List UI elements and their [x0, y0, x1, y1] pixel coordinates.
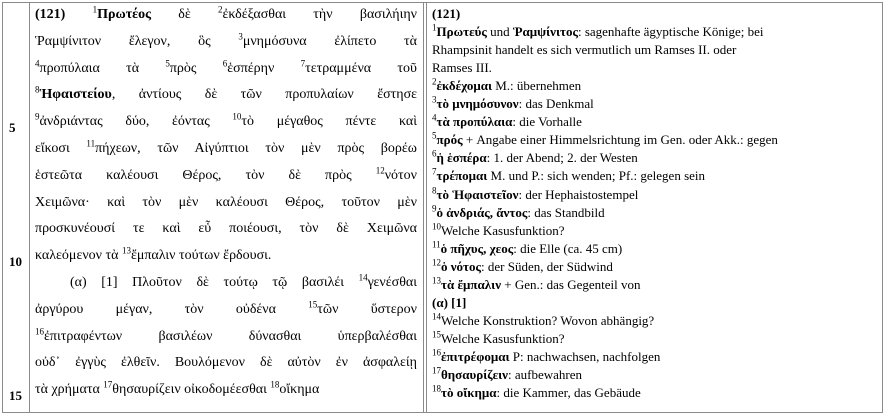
text-run: : sagenhafte ägyptische Könige; bei	[577, 24, 764, 39]
text-run: οἴκημα	[279, 382, 320, 397]
footnote-marker: 2	[218, 4, 223, 15]
footnote-marker: 16	[35, 326, 44, 337]
footnote-marker: 18	[432, 383, 441, 394]
bold-term: Ἡφαιστείου	[39, 87, 112, 102]
footnote-marker: 8	[432, 185, 437, 196]
vocabulary-note-line	[432, 366, 878, 383]
vocabulary-note-line	[432, 167, 878, 184]
bold-term: Ῥαμψίνιτος	[512, 24, 578, 39]
text-run: τὰ χρήματα	[35, 382, 104, 397]
line-number-5: 5	[9, 120, 16, 135]
footnote-marker: 9	[35, 111, 40, 122]
vocabulary-note-line	[432, 41, 878, 58]
text-run: P: nachwachsen, nachfolgen	[509, 349, 661, 364]
text-run: δὲ	[151, 7, 219, 22]
greek-text-column	[30, 3, 424, 413]
text-run: M.: übernehmen	[492, 78, 582, 93]
text-run: + Gen.: das Gegenteil von	[501, 277, 641, 292]
greek-text-line	[70, 272, 417, 291]
text-run: und	[486, 24, 513, 39]
footnote-marker: 1	[92, 4, 98, 15]
footnote-marker: 3	[238, 31, 243, 42]
footnote-marker: 5	[432, 130, 437, 141]
text-run: καλεόμενον τὰ	[35, 248, 122, 263]
greek-text-line	[35, 165, 417, 184]
bold-term: πρός	[436, 132, 463, 147]
vocabulary-note-line	[432, 240, 878, 257]
footnote-marker: 12	[432, 257, 441, 268]
bold-term: τὸ οἴκημα	[441, 385, 497, 400]
bold-term: τὰ προπύλαια	[436, 114, 513, 129]
footnote-marker: 14	[358, 272, 368, 283]
greek-text-line	[35, 195, 417, 211]
text-run: μνημόσυνα ἐλίπετο τὰ	[242, 34, 417, 49]
text-run: ἔμπαλιν τούτων ἔρδουσι.	[130, 248, 272, 263]
text-run: ἐκδέξασθαι τὴν βασιλήιην	[222, 7, 417, 22]
footnote-marker: 11	[432, 239, 441, 250]
line-number-15: 15	[9, 388, 22, 403]
vocabulary-note-line	[432, 95, 878, 112]
footnote-marker: 10	[432, 221, 441, 232]
greek-text-line	[35, 31, 417, 50]
vocabulary-note-line	[432, 312, 878, 329]
vocabulary-note-line	[432, 149, 878, 166]
vocabulary-note-line	[432, 294, 878, 311]
greek-text-line	[35, 4, 417, 23]
footnote-marker: 16	[432, 347, 441, 358]
text-run: Ramses III.	[432, 60, 492, 75]
text-run: : der Hephaistostempel	[518, 187, 639, 202]
text-run: ἀργύρου μέγαν, τὸν οὐδένα	[35, 302, 309, 317]
vocabulary-note-line	[432, 204, 878, 221]
line-number-column	[3, 3, 30, 413]
footnote-marker: 4	[35, 58, 40, 69]
text-run: : das Denkmal	[518, 96, 594, 111]
vocabulary-note-line	[432, 186, 878, 203]
text-run: πρὸς	[169, 61, 223, 76]
text-run: Ῥαμψίνιτον ἔλεγον, ὃς	[35, 34, 239, 49]
vocabulary-notes-column	[427, 3, 883, 413]
text-run: προπύλαια τὰ	[39, 61, 166, 76]
footnote-marker: 10	[232, 111, 242, 122]
text-run: : die Elle (ca. 45 cm)	[513, 241, 623, 256]
footnote-marker: 15	[308, 299, 318, 310]
bold-term: θησαυρίζειν	[441, 367, 508, 382]
text-run: (α) [1] Πλοῦτον δὲ τούτῳ τῷ βασιλέι	[70, 275, 359, 290]
footnote-marker: 2	[432, 76, 437, 87]
text-run: ἀνδριάντας δύο, ἐόντας	[39, 114, 233, 129]
footnote-marker: 3	[432, 94, 437, 105]
footnote-marker: 17	[432, 365, 441, 376]
vocabulary-note-line	[432, 348, 878, 365]
text-run: εἴκοσι	[35, 141, 87, 156]
text-run: οὐδ᾽ ἐγγὺς ἐλθεῖν. Βουλόμενον δὲ αὐτὸν ἐν ἀσφαλείῃ	[35, 355, 417, 370]
vocabulary-note-line	[432, 222, 878, 239]
bold-term: τὸ Ἡφαιστεῖον	[436, 187, 519, 202]
footnote-marker: 7	[432, 166, 437, 177]
greek-text-line	[35, 379, 417, 398]
footnote-marker: 6	[432, 148, 437, 159]
vocabulary-note-line	[432, 77, 878, 94]
greek-text-line	[35, 221, 417, 237]
footnote-marker: 5	[165, 58, 170, 69]
footnote-marker: 11	[86, 138, 96, 149]
text-commentary-table	[2, 2, 883, 413]
greek-text-line	[35, 111, 417, 130]
text-run: : aufbewahren	[508, 367, 582, 382]
vocabulary-note-line	[432, 384, 878, 401]
text-run: πήχεων, τῶν Αἰγύπτιοι τὸν μὲν πρὸς βορέω	[95, 141, 417, 156]
text-run: τὸ μέγαθος πέντε καὶ	[241, 114, 417, 129]
bold-term: ὁ νότος	[441, 259, 482, 274]
footnote-marker: 15	[432, 329, 441, 340]
greek-text-line	[35, 326, 417, 345]
footnote-marker: 7	[300, 58, 306, 69]
greek-text-line	[35, 299, 417, 318]
greek-text-line	[35, 245, 417, 264]
text-run: : die Vorhalle	[512, 114, 582, 129]
vocabulary-note-line	[432, 330, 878, 347]
line-number-10: 10	[9, 254, 22, 269]
bold-term: ἐκδέχομαι	[436, 78, 492, 93]
text-run: ἐπιτραφέντων βασιλέων δύνασθαι ὑπερβαλέσθαι	[44, 329, 417, 344]
text-run: : das Standbild	[527, 205, 605, 220]
bold-term: ἡ ἑσπέρα	[436, 150, 487, 165]
text-run: : die Kammer, das Gebäude	[496, 385, 641, 400]
footnote-marker: 18	[270, 379, 280, 390]
text-run: τετραμμένα τοῦ	[305, 61, 417, 76]
text-run: + Angabe einer Himmelsrichtung im Gen. oder Akk.: gegen	[462, 132, 778, 147]
vocabulary-note-line	[432, 113, 878, 130]
footnote-marker: 4	[432, 112, 437, 123]
vocabulary-note-line	[432, 276, 878, 293]
bold-term: Πρωτέος	[97, 7, 152, 22]
footnote-marker: 9	[432, 203, 437, 214]
bold-term: ὁ πῆχυς, χεος	[440, 241, 514, 256]
footnote-marker: 8	[35, 84, 40, 95]
greek-text-line	[35, 84, 417, 103]
vocabulary-note-line	[432, 258, 878, 275]
text-run: Welche Konstruktion? Wovon abhängig?	[441, 313, 655, 328]
bold-term: (121)	[432, 6, 461, 21]
text-run: : 1. der Abend; 2. der Westen	[486, 150, 638, 165]
vocabulary-note-line	[432, 59, 878, 76]
text-run: Welche Kasusfunktion?	[441, 331, 565, 346]
greek-text-line	[35, 355, 417, 371]
text-run: : der Süden, der Südwind	[481, 259, 613, 274]
text-run: προσκυνέουσί τε καὶ εὖ ποιέουσι, τὸν δὲ Χειμῶνα	[35, 221, 417, 236]
text-run: θησαυρίζειν οἰκοδομέεσθαι	[112, 382, 271, 397]
greek-text-line	[35, 138, 417, 157]
footnote-marker: 6	[222, 58, 228, 69]
text-run: γενέσθαι	[367, 275, 417, 290]
vocabulary-note-line	[432, 131, 878, 148]
text-run: Χειμῶνα· καὶ τὸν μὲν καλέουσι Θέρος, τοῦτον μὲν	[35, 195, 417, 210]
text-run: M. und P.: sich wenden; Pf.: gelegen sein	[487, 168, 706, 183]
footnote-marker: 13	[121, 245, 131, 256]
greek-text-line	[35, 58, 417, 77]
footnote-marker: 13	[432, 275, 441, 286]
bold-term: τὸ μνημόσυνον	[436, 96, 519, 111]
text-run: ἑστεῶτα καλέουσι Θέρος, τὸν δὲ πρὸς	[35, 168, 376, 183]
footnote-marker: 14	[432, 311, 441, 322]
vocabulary-note-line	[432, 5, 878, 22]
bold-term: (121)	[35, 7, 93, 22]
bold-term: Πρωτεύς	[436, 24, 487, 39]
footnote-marker: 1	[432, 22, 437, 33]
footnote-marker: 17	[103, 379, 113, 390]
bold-term: ἐπιτρέφομαι	[441, 349, 510, 364]
bold-term: (α) [1]	[432, 295, 467, 310]
bold-term: τὰ ἔμπαλιν	[441, 277, 502, 292]
text-run: Welche Kasusfunktion?	[441, 223, 565, 238]
bold-term: ὁ ἀνδριάς, ἄντος	[436, 205, 528, 220]
footnote-marker: 12	[375, 165, 385, 176]
text-run: τῶν ὕστερον	[317, 302, 417, 317]
text-run: νότον	[384, 168, 417, 183]
text-run: Rhampsinit handelt es sich vermutlich um Ramses II. oder	[432, 42, 737, 57]
vocabulary-note-line	[432, 23, 878, 40]
text-run: ἑσπέρην	[227, 61, 301, 76]
bold-term: τρέπομαι	[436, 168, 488, 183]
text-run: , ἀντίους δὲ τῶν προπυλαίων ἔστησε	[111, 87, 417, 102]
